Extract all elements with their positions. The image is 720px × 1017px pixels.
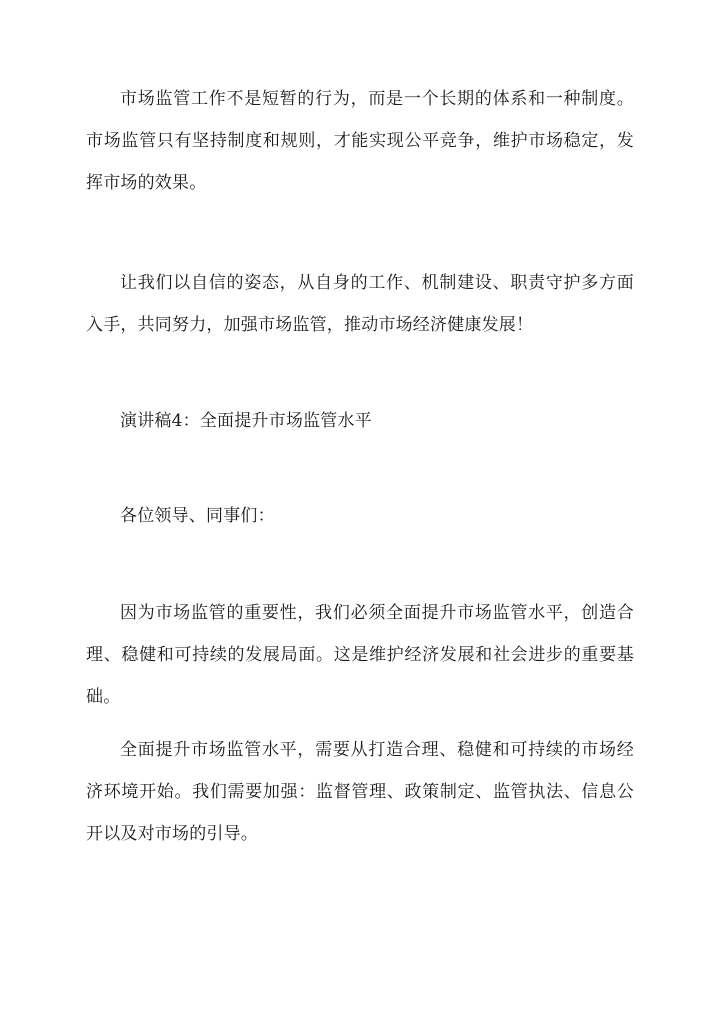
- paragraph-call-to-action: 让我们以自信的姿态，从自身的工作、机制建设、职责守护多方面入手，共同努力，加强市场监管，推动市场经济健康发展！: [86, 273, 634, 335]
- paragraph-importance: 因为市场监管的重要性，我们必须全面提升市场监管水平，创造合理、稳健和可持续的发展局面。这是维护经济发展和社会进步的重要基础。: [86, 603, 634, 707]
- speech-title: 演讲稿4：全面提升市场监管水平: [120, 411, 372, 431]
- paragraph-market-supervision-system: 市场监管工作不是短暂的行为，而是一个长期的体系和一种制度。市场监管只有坚持制度和规则，才能实现公平竞争，维护市场稳定，发挥市场的效果。: [86, 89, 634, 193]
- salutation: 各位领导、同事们：: [120, 506, 275, 526]
- paragraph-environment: 全面提升市场监管水平，需要从打造合理、稳健和可持续的市场经济环境开始。我们需要加强：监督管理、政策制定、监管执法、信息公开以及对市场的引导。: [86, 740, 634, 844]
